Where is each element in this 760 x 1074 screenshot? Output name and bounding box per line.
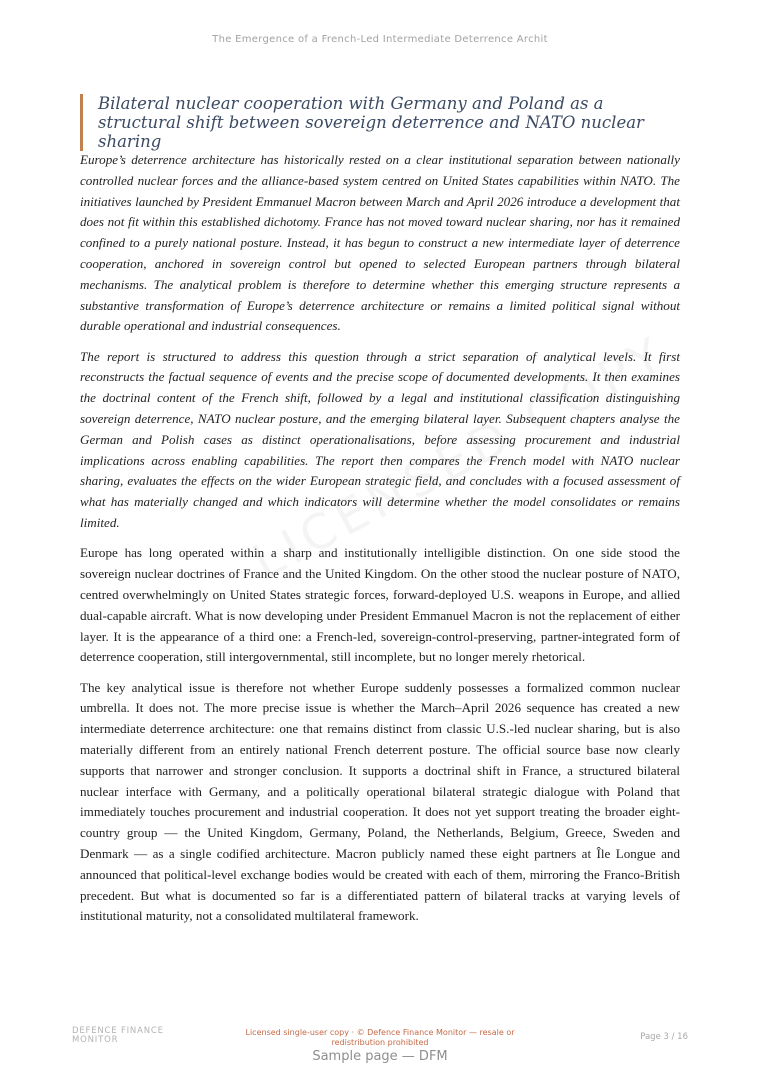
footer-brand-line1: DEFENCE FINANCE: [72, 1026, 164, 1036]
sample-label: Sample page — DFM: [312, 1049, 448, 1064]
footer-brand: [72, 1027, 164, 1045]
footer-brand-line2: MONITOR: [72, 1035, 119, 1045]
running-header: The Emergence of a French-Led Intermediate Deterrence Archit: [212, 34, 548, 45]
paragraph-analysis: The key analytical issue is therefore not whether Europe suddenly possesses a formalized common nuclear umbrella. It does not. The more precise issue is whether the March–April 2026 sequence has created a new intermediate deterrence architecture: one that remains distinct from classic U.S.-led nuclear sharing, but is also materially different from an entirely national French deterrent posture. The official source base now clearly supports that narrower and stronger conclusion. It supports a doctrinal shift in France, a structured bilateral nuclear interface with Germany, and a politically operational bilateral strategic dialogue with Poland that immediately touches procurement and industrial cooperation. It does not yet support treating the broader eight-country group — the United Kingdom, Germany, Poland, the Netherlands, Belgium, Greece, Sweden and Denmark — as a single codified architecture. Macron publicly named these eight partners at Île Longue and announced that political-level exchange bodies would be created with each of them, mirroring the Franco-British precedent. But what is documented so far is a differentiated pattern of bilateral tracks at varying levels of institutional maturity, not a consolidated multilateral framework.: [80, 679, 680, 924]
paragraph-intro: Europe’s deterrence architecture has historically rested on a clear institutional separation between nationally controlled nuclear forces and the alliance-based system centred on United States capabilities within NATO. The initiatives launched by President Emmanuel Macron between March and April 2026 introduce a development that does not fit within this established dichotomy. France has not moved toward nuclear sharing, nor has it remained confined to a purely national posture. Instead, it has begun to construct a new intermediate layer of deterrence cooperation, anchored in sovereign control but opened to selected European partners through bilateral mechanisms. The analytical problem is therefore to determine whether this emerging structure represents a substantive transformation of Europe’s deterrence architecture or remains a limited political signal without durable operational and industrial consequences.: [80, 152, 680, 334]
page-number: Page 3 / 16: [640, 1032, 688, 1042]
body-text: [80, 150, 680, 937]
paragraph-context: Europe has long operated within a sharp and institutionally intelligible distinction. On one side stood the sovereign nuclear doctrines of France and the United Kingdom. On the other stood the nuclear posture of NATO, centred overwhelmingly on United States strategic forces, forward-deployed U.S. weapons in Europe, and allied dual-capable aircraft. What is now developing under President Emmanuel Macron is not the replacement of either layer. It is the appearance of a third one: a French-led, sovereign-control-preserving, partner-integrated form of deterrence cooperation, still intergovernmental, still incomplete, but no longer merely rhetorical.: [80, 545, 680, 665]
section-title: Bilateral nuclear cooperation with Germany and Poland as a structural shift between sovereign deterrence and NATO nuclear sharing: [80, 94, 688, 151]
footer-license: Licensed single-user copy · © Defence Finance Monitor — resale or redistribution prohibited: [245, 1028, 515, 1047]
paragraph-structure: The report is structured to address this question through a strict separation of analytical levels. It first reconstructs the factual sequence of events and the precise scope of documented developments. It then examines the doctrinal content of the French shift, followed by a legal and institutional classification distinguishing sovereign deterrence, NATO nuclear posture, and the emerging bilateral layer. Subsequent chapters analyse the German and Polish cases as distinct operationalisations, before assessing procurement and industrial implications across enabling capabilities. The report then compares the French model with NATO nuclear sharing, evaluates the effects on the wider European strategic field, and concludes with a focused assessment of what has materially changed and which indicators will determine whether the model consolidates or remains limited.: [80, 348, 680, 531]
